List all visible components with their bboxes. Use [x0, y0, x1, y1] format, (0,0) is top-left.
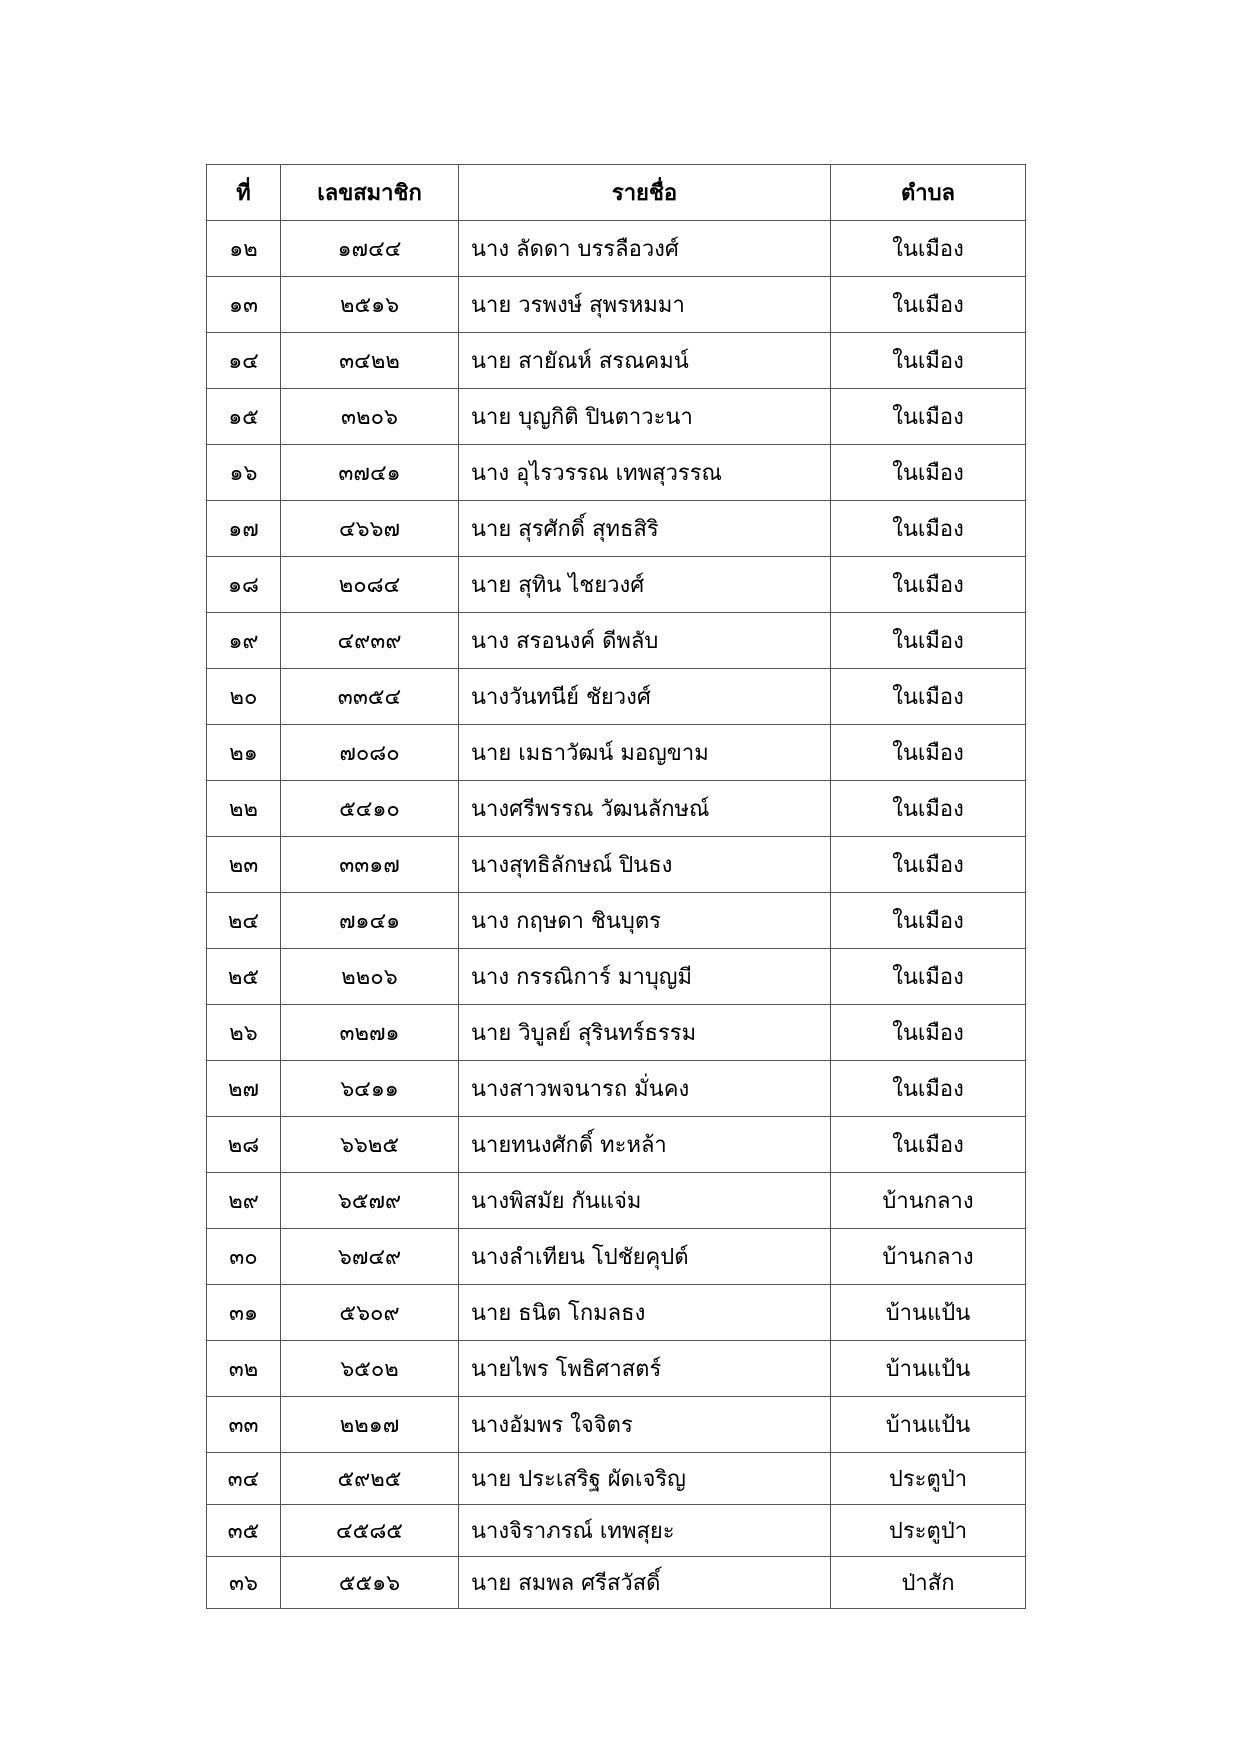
cell-no: ๒๗ — [207, 1061, 281, 1117]
header-no: ที่ — [207, 165, 281, 221]
table-row — [207, 445, 1026, 501]
cell-member-id: ๒๒๑๗ — [281, 1397, 459, 1453]
cell-subdistrict: ในเมือง — [831, 949, 1026, 1005]
cell-member-id: ๓๒๐๖ — [281, 389, 459, 445]
cell-subdistrict: ป่าสัก — [831, 1557, 1026, 1609]
cell-member-id: ๕๖๐๙ — [281, 1285, 459, 1341]
table-row — [207, 837, 1026, 893]
table-row — [207, 1453, 1026, 1505]
cell-member-id: ๓๗๔๑ — [281, 445, 459, 501]
cell-member-id: ๔๖๖๗ — [281, 501, 459, 557]
table-header-row — [207, 165, 1026, 221]
table-row — [207, 1285, 1026, 1341]
cell-subdistrict: ในเมือง — [831, 333, 1026, 389]
cell-member-id: ๒๐๘๔ — [281, 557, 459, 613]
cell-subdistrict: ในเมือง — [831, 501, 1026, 557]
cell-name: นาง กฤษดา ชินบุตร — [459, 893, 831, 949]
member-table — [206, 164, 1026, 1609]
table-row — [207, 1229, 1026, 1285]
cell-subdistrict: ในเมือง — [831, 781, 1026, 837]
cell-no: ๓๑ — [207, 1285, 281, 1341]
cell-name: นายทนงศักดิ์ ทะหล้า — [459, 1117, 831, 1173]
cell-subdistrict: ในเมือง — [831, 725, 1026, 781]
cell-subdistrict: ในเมือง — [831, 277, 1026, 333]
table-row — [207, 1005, 1026, 1061]
table-body — [207, 221, 1026, 1609]
table-row — [207, 557, 1026, 613]
cell-name: นาย วิบูลย์ สุรินทร์ธรรม — [459, 1005, 831, 1061]
cell-name: นางสุทธิลักษณ์ ปินธง — [459, 837, 831, 893]
cell-name: นางวันทนีย์ ชัยวงศ์ — [459, 669, 831, 725]
cell-member-id: ๕๔๑๐ — [281, 781, 459, 837]
table-row — [207, 893, 1026, 949]
cell-member-id: ๔๕๘๕ — [281, 1505, 459, 1557]
cell-no: ๓๔ — [207, 1453, 281, 1505]
table-row — [207, 669, 1026, 725]
cell-name: นางพิสมัย กันแจ่ม — [459, 1173, 831, 1229]
cell-subdistrict: บ้านแป้น — [831, 1285, 1026, 1341]
cell-name: นาย สุรศักดิ์ สุทธสิริ — [459, 501, 831, 557]
cell-name: นางอัมพร ใจจิตร — [459, 1397, 831, 1453]
cell-name: นาย สุทิน ไชยวงศ์ — [459, 557, 831, 613]
table-row — [207, 1341, 1026, 1397]
cell-member-id: ๖๔๑๑ — [281, 1061, 459, 1117]
header-name: รายชื่อ — [459, 165, 831, 221]
cell-name: นาย เมธาวัฒน์ มอญขาม — [459, 725, 831, 781]
cell-no: ๒๑ — [207, 725, 281, 781]
cell-name: นาง อุไรวรรณ เทพสุวรรณ — [459, 445, 831, 501]
cell-no: ๑๔ — [207, 333, 281, 389]
header-subdistrict: ตำบล — [831, 165, 1026, 221]
table-row — [207, 221, 1026, 277]
cell-subdistrict: บ้านแป้น — [831, 1397, 1026, 1453]
cell-name: นางลำเทียน โปชัยคุปต์ — [459, 1229, 831, 1285]
cell-name: นางจิราภรณ์ เทพสุยะ — [459, 1505, 831, 1557]
cell-member-id: ๖๗๔๙ — [281, 1229, 459, 1285]
cell-no: ๑๖ — [207, 445, 281, 501]
cell-subdistrict: ในเมือง — [831, 445, 1026, 501]
table-row — [207, 781, 1026, 837]
cell-name: นางสาวพจนารถ มั่นคง — [459, 1061, 831, 1117]
header-member-id: เลขสมาชิก — [281, 165, 459, 221]
cell-subdistrict: ในเมือง — [831, 389, 1026, 445]
cell-name: นาย บุญกิติ ปินตาวะนา — [459, 389, 831, 445]
cell-name: นาย ธนิต โกมลธง — [459, 1285, 831, 1341]
cell-member-id: ๗๑๔๑ — [281, 893, 459, 949]
cell-name: นาย วรพงษ์ สุพรหมมา — [459, 277, 831, 333]
cell-subdistrict: ประตูป่า — [831, 1453, 1026, 1505]
cell-member-id: ๒๒๐๖ — [281, 949, 459, 1005]
cell-member-id: ๓๓๑๗ — [281, 837, 459, 893]
cell-member-id: ๖๕๗๙ — [281, 1173, 459, 1229]
table-row — [207, 725, 1026, 781]
cell-name: นางศรีพรรณ วัฒนลักษณ์ — [459, 781, 831, 837]
table-row — [207, 949, 1026, 1005]
cell-no: ๒๓ — [207, 837, 281, 893]
table-row — [207, 613, 1026, 669]
cell-name: นาย สมพล ศรีสวัสดิ์ — [459, 1557, 831, 1609]
cell-no: ๓๓ — [207, 1397, 281, 1453]
cell-no: ๓๐ — [207, 1229, 281, 1285]
cell-no: ๑๒ — [207, 221, 281, 277]
cell-subdistrict: ในเมือง — [831, 837, 1026, 893]
table-row — [207, 389, 1026, 445]
table-row — [207, 501, 1026, 557]
cell-member-id: ๕๕๑๖ — [281, 1557, 459, 1609]
table-row — [207, 1117, 1026, 1173]
cell-no: ๒๙ — [207, 1173, 281, 1229]
cell-subdistrict: ประตูป่า — [831, 1505, 1026, 1557]
table-row — [207, 1061, 1026, 1117]
cell-name: นาย ประเสริฐ ผัดเจริญ — [459, 1453, 831, 1505]
cell-member-id: ๔๙๓๙ — [281, 613, 459, 669]
cell-member-id: ๓๔๒๒ — [281, 333, 459, 389]
cell-name: นาง ลัดดา บรรลือวงศ์ — [459, 221, 831, 277]
cell-subdistrict: บ้านกลาง — [831, 1229, 1026, 1285]
cell-subdistrict: บ้านกลาง — [831, 1173, 1026, 1229]
cell-member-id: ๓๒๗๑ — [281, 1005, 459, 1061]
cell-subdistrict: ในเมือง — [831, 893, 1026, 949]
cell-name: นายไพร โพธิศาสตร์ — [459, 1341, 831, 1397]
cell-no: ๓๖ — [207, 1557, 281, 1609]
cell-member-id: ๖๕๐๒ — [281, 1341, 459, 1397]
cell-no: ๒๕ — [207, 949, 281, 1005]
cell-name: นาย สายัณห์ สรณคมน์ — [459, 333, 831, 389]
cell-member-id: ๖๖๒๕ — [281, 1117, 459, 1173]
table-row — [207, 1397, 1026, 1453]
cell-subdistrict: ในเมือง — [831, 1117, 1026, 1173]
cell-no: ๒๐ — [207, 669, 281, 725]
table-row — [207, 277, 1026, 333]
cell-member-id: ๑๗๔๔ — [281, 221, 459, 277]
cell-no: ๒๖ — [207, 1005, 281, 1061]
cell-name: นาง กรรณิการ์ มาบุญมี — [459, 949, 831, 1005]
cell-subdistrict: ในเมือง — [831, 1005, 1026, 1061]
cell-no: ๑๓ — [207, 277, 281, 333]
table-row — [207, 1173, 1026, 1229]
cell-no: ๑๘ — [207, 557, 281, 613]
cell-no: ๑๙ — [207, 613, 281, 669]
table-row — [207, 1505, 1026, 1557]
cell-subdistrict: ในเมือง — [831, 1061, 1026, 1117]
table-row — [207, 333, 1026, 389]
table-row — [207, 1557, 1026, 1609]
cell-subdistrict: ในเมือง — [831, 221, 1026, 277]
cell-no: ๑๕ — [207, 389, 281, 445]
cell-no: ๑๗ — [207, 501, 281, 557]
cell-name: นาง สรอนงค์ ดีพลับ — [459, 613, 831, 669]
cell-subdistrict: ในเมือง — [831, 557, 1026, 613]
cell-member-id: ๓๓๕๔ — [281, 669, 459, 725]
cell-subdistrict: ในเมือง — [831, 613, 1026, 669]
cell-no: ๓๒ — [207, 1341, 281, 1397]
cell-subdistrict: ในเมือง — [831, 669, 1026, 725]
cell-member-id: ๒๕๑๖ — [281, 277, 459, 333]
cell-no: ๒๘ — [207, 1117, 281, 1173]
cell-subdistrict: บ้านแป้น — [831, 1341, 1026, 1397]
cell-no: ๒๔ — [207, 893, 281, 949]
cell-member-id: ๕๙๒๕ — [281, 1453, 459, 1505]
cell-member-id: ๗๐๘๐ — [281, 725, 459, 781]
cell-no: ๒๒ — [207, 781, 281, 837]
cell-no: ๓๕ — [207, 1505, 281, 1557]
